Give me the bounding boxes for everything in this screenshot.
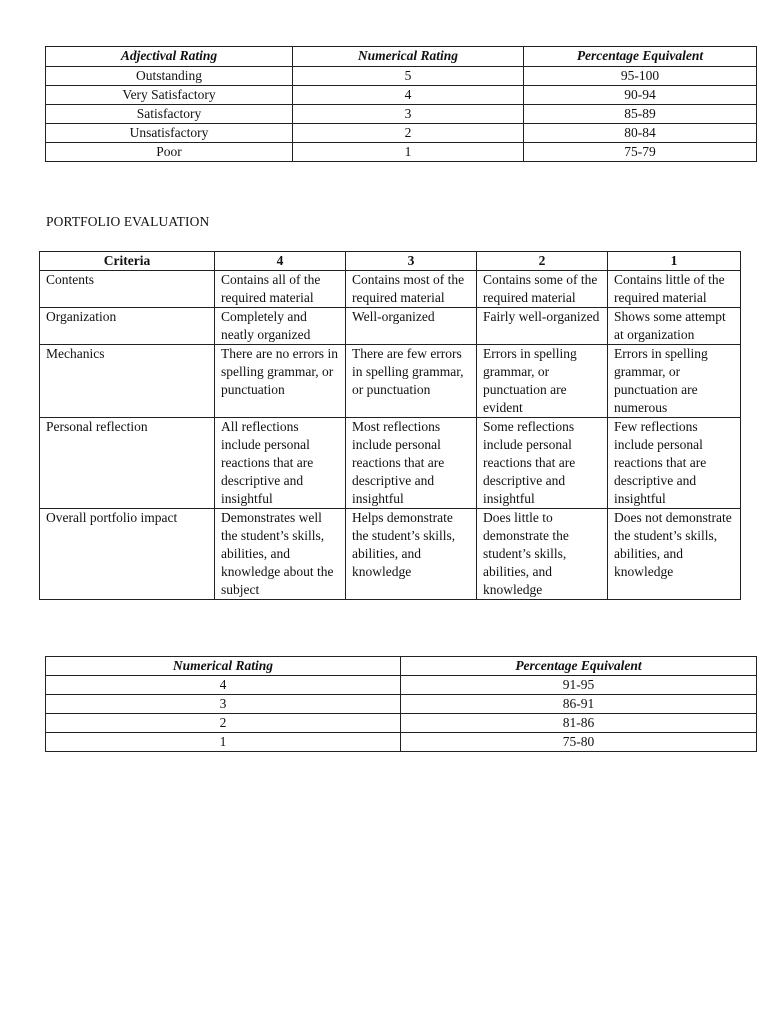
table-row (46, 124, 757, 143)
table-row (46, 86, 757, 105)
table-row-organization (40, 308, 741, 345)
rubric-cell: Contains most of the required material (346, 271, 477, 308)
column-header-score-4: 4 (215, 252, 346, 271)
table-cell: Outstanding (46, 67, 293, 86)
rubric-cell: There are no errors in spelling grammar, or punctuation (215, 345, 346, 418)
table-cell: 4 (46, 676, 401, 695)
column-header: Numerical Rating (293, 47, 524, 67)
table-row-mechanics (40, 345, 741, 418)
rubric-cell: Errors in spelling grammar, or punctuation are evident (477, 345, 608, 418)
table-cell: 75-80 (401, 733, 757, 752)
table-cell: 3 (46, 695, 401, 714)
criteria-cell: Organization (40, 308, 215, 345)
column-header-score-3: 3 (346, 252, 477, 271)
table-cell: 85-89 (524, 105, 757, 124)
percentage-equivalent-table (45, 656, 757, 752)
table-cell: 2 (46, 714, 401, 733)
table-cell: 1 (46, 733, 401, 752)
rubric-cell: Most reflections include personal reactions that are descriptive and insightful (346, 418, 477, 509)
table-cell: Poor (46, 143, 293, 162)
table-header-row (46, 657, 757, 676)
rubric-cell: Fairly well-organized (477, 308, 608, 345)
rubric-cell: There are few errors in spelling grammar, or punctuation (346, 345, 477, 418)
criteria-cell: Personal reflection (40, 418, 215, 509)
rubric-cell: Completely and neatly organized (215, 308, 346, 345)
table-row-overall-impact (40, 509, 741, 600)
rubric-cell: All reflections include personal reactions that are descriptive and insightful (215, 418, 346, 509)
column-header: Numerical Rating (46, 657, 401, 676)
section-title: PORTFOLIO EVALUATION (46, 214, 210, 229)
table-cell: 80-84 (524, 124, 757, 143)
table-cell: 86-91 (401, 695, 757, 714)
criteria-cell: Mechanics (40, 345, 215, 418)
table-cell: 75-79 (524, 143, 757, 162)
adjectival-rating-table (45, 46, 757, 162)
rubric-cell: Contains all of the required material (215, 271, 346, 308)
table-row-personal-reflection (40, 418, 741, 509)
table-cell: 95-100 (524, 67, 757, 86)
table-cell: Unsatisfactory (46, 124, 293, 143)
rubric-cell: Well-organized (346, 308, 477, 345)
table-cell: 3 (293, 105, 524, 124)
rubric-cell: Does not demonstrate the student’s skills, abilities, and knowledge (608, 509, 741, 600)
table-row (46, 676, 757, 695)
column-header: Percentage Equivalent (401, 657, 757, 676)
table-row (46, 67, 757, 86)
rubric-cell: Few reflections include personal reactions that are descriptive and insightful (608, 418, 741, 509)
table-cell: 90-94 (524, 86, 757, 105)
rubric-cell: Demonstrates well the student’s skills, abilities, and knowledge about the subject (215, 509, 346, 600)
rubric-cell: Helps demonstrate the student’s skills, abilities, and knowledge (346, 509, 477, 600)
criteria-cell: Overall portfolio impact (40, 509, 215, 600)
table-header-row (40, 252, 741, 271)
table-row (46, 105, 757, 124)
table-cell: 5 (293, 67, 524, 86)
column-header-criteria: Criteria (40, 252, 215, 271)
table-row (46, 714, 757, 733)
rubric-cell: Shows some attempt at organization (608, 308, 741, 345)
table-row (46, 695, 757, 714)
rubric-cell: Does little to demonstrate the student’s skills, abilities, and knowledge (477, 509, 608, 600)
table-cell: 1 (293, 143, 524, 162)
table-row (46, 733, 757, 752)
table-cell: 81-86 (401, 714, 757, 733)
table-cell: Very Satisfactory (46, 86, 293, 105)
rubric-cell: Contains some of the required material (477, 271, 608, 308)
rubric-cell: Contains little of the required material (608, 271, 741, 308)
column-header: Adjectival Rating (46, 47, 293, 67)
table-cell: 91-95 (401, 676, 757, 695)
table-header-row (46, 47, 757, 67)
table-cell: Satisfactory (46, 105, 293, 124)
table-cell: 4 (293, 86, 524, 105)
column-header-score-1: 1 (608, 252, 741, 271)
table-row-contents (40, 271, 741, 308)
table-row (46, 143, 757, 162)
table-cell: 2 (293, 124, 524, 143)
rubric-cell: Errors in spelling grammar, or punctuation are numerous (608, 345, 741, 418)
criteria-cell: Contents (40, 271, 215, 308)
rubric-cell: Some reflections include personal reactions that are descriptive and insightful (477, 418, 608, 509)
portfolio-rubric-table (39, 251, 741, 600)
column-header-score-2: 2 (477, 252, 608, 271)
column-header: Percentage Equivalent (524, 47, 757, 67)
